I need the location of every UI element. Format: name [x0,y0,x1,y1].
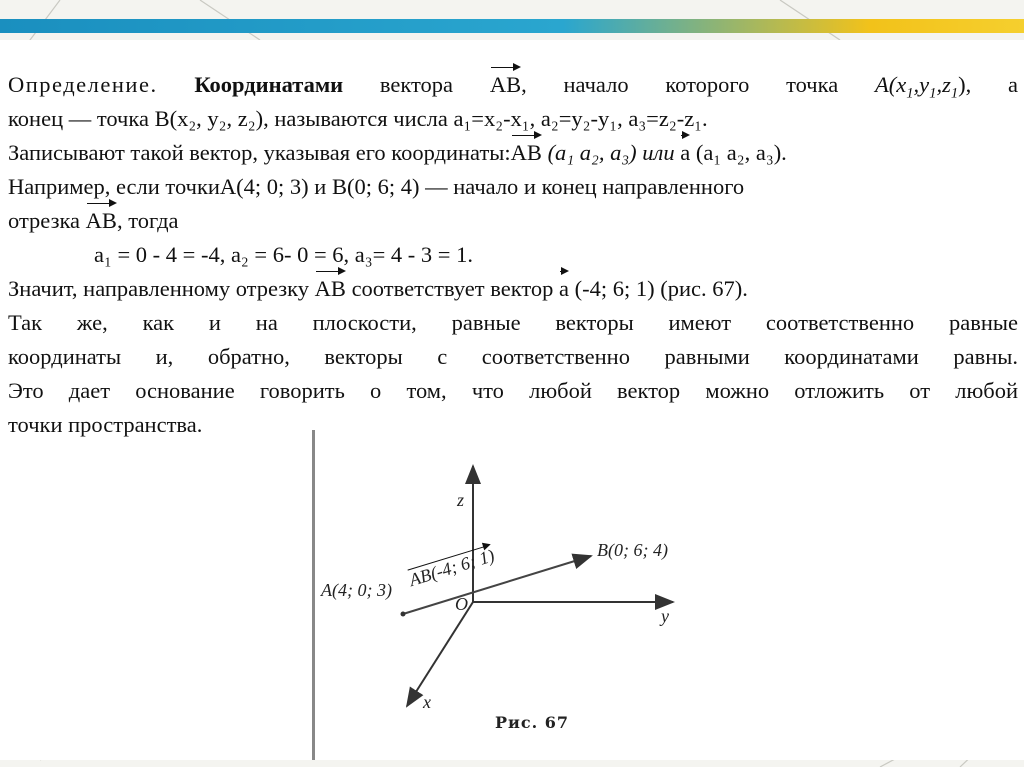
header-stripe [0,19,1024,33]
coordinates-term: Координатами [194,72,344,97]
word-vector: вектора [379,72,454,97]
figure-67 [312,430,721,760]
text-line-8: Так же, как и на плоскости, равные векторы имеют соответственно равные [8,310,1018,335]
text-fragment: , тогда [116,208,179,233]
text-fragment: (a₁ a₂, a₃) или [541,140,681,165]
point-a-label: A(4; 0; 3) [321,580,392,600]
sub: 1 [929,85,937,102]
text-line-4: Например, если точкиA(4; 0; 3) и B(0; 6; 4) — начало и конец направленного [8,174,745,199]
point-b-label: B(0; 6; 4) [597,540,668,560]
point-a-dot [401,612,406,617]
text-line-6-formula: a₁ = 0 - 4 = -4, a₂ = 6- 0 = 6, a₃= 4 - 3 = 1. [94,242,473,267]
origin-label: O [455,594,468,614]
text-line-5 [8,204,1018,238]
sub: 1 [906,85,914,102]
text-line-2: конец — точка B(x₂, y₂, z₂), называются числа a₁=x₂-x₁, a₂=y₂-y₁, a₃=z₂-z₁. [8,106,708,131]
text-fragment: соответствует вектор [345,276,560,301]
text-fragment: ,z [936,72,951,97]
text-line-9: координаты и, обратно, векторы с соответственно равными координатами равны. [8,344,1018,369]
z-axis-label: z [457,490,465,510]
definition-label: Определение. [8,72,158,97]
text-fragment: Значит, направленному отрезку [8,276,315,301]
text-fragment: ,y [913,72,930,97]
text-fragment: (-4; 6; 1) (рис. 67). [569,276,748,301]
point-a: A(x [874,72,907,97]
figure-caption: Рис. 67 [495,713,570,732]
vector-a: a [680,136,690,170]
text-line-1 [8,68,1018,102]
text-line-7 [8,272,1018,306]
x-axis-label: x [423,692,431,712]
text-line-3 [8,136,1018,170]
slide-content [0,40,1024,760]
y-axis-label: y [661,606,669,626]
vector-ab: AB [86,204,117,238]
sub: 1 [950,85,959,102]
text-fragment: отрезка [8,208,86,233]
text-fragment: Записывают такой вектор, указывая его координаты: [8,140,511,165]
text-line-11: точки пространства. [8,412,203,437]
vector-ab: AB [511,136,542,170]
text-fragment: , начало которого точка [521,72,875,97]
vector-a: a [559,272,569,306]
text-line-10: Это дает основание говорить о том, что любой вектор можно отложить от любой [8,378,1018,403]
vector-ab: AB [315,272,346,306]
vector-ab: AB [490,68,521,102]
text-fragment: (a₁ a₂, a₃). [690,140,787,165]
vec: AB(-4; 6; 1) [406,545,497,591]
x-axis [407,602,473,706]
text-fragment: ), а [958,72,1019,97]
definition-text [8,68,1018,442]
